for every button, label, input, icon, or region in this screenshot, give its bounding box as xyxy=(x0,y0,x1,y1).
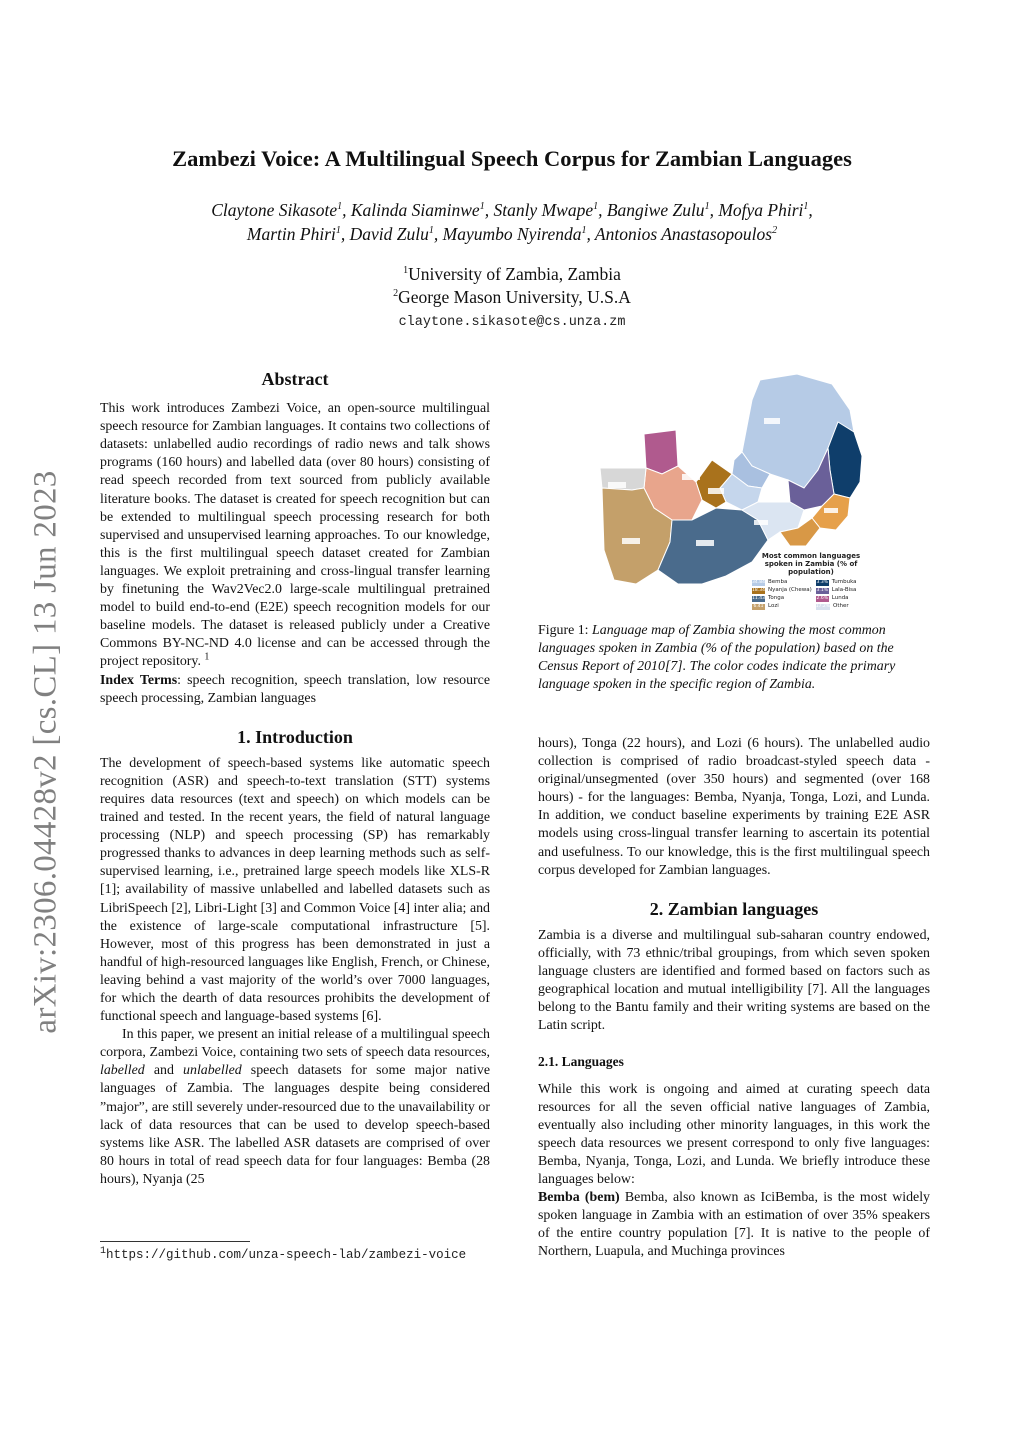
abstract-heading: Abstract xyxy=(261,369,329,389)
legend-grid xyxy=(752,579,870,610)
author: Kalinda Siaminwe$^1$, xyxy=(350,200,494,220)
affiliation: $^1$University of Zambia, Zambia xyxy=(403,264,621,284)
legend-swatch: 11.43 xyxy=(752,595,765,601)
map-label-box xyxy=(708,488,724,494)
section-heading-zambian-languages: 2. Zambian languages xyxy=(649,898,819,919)
legend-swatch: 2.6% xyxy=(816,595,828,601)
legend-swatch: 3.3% xyxy=(816,579,828,585)
map-label-box xyxy=(824,508,838,513)
legend-swatch: 3.1% xyxy=(816,587,828,593)
map-label-box xyxy=(696,540,714,546)
bemba-label: Bemba (bem) xyxy=(538,1190,620,1206)
author-list xyxy=(80,198,944,246)
map-region-lunda xyxy=(644,430,678,474)
caption-text: Language map of Zambia showing the most common languages spoken in Zambia (% of the population) based on the Census Report of 2010[7]. The color codes indicate the primary language spoken in the specific region of Zambia. xyxy=(538,623,896,693)
legend-swatch: 34.84 xyxy=(752,579,765,585)
author: David Zulu$^1$, xyxy=(349,224,443,244)
author: Martin Phiri$^1$, xyxy=(246,224,350,244)
legend-label: Lozi xyxy=(768,603,779,609)
map-label-box xyxy=(608,482,626,488)
author: Antonios Anastasopoulos$^2$ xyxy=(594,224,778,244)
map-legend xyxy=(752,552,870,609)
intro-paragraph-2-continued: hours), Tonga (22 hours), and Lozi (6 hours). The unlabelled audio collection is comprised of radio broadcast-styled speech data - original/unsegmented (over 350 hours) and segmented (over 168 hours) - for the languages: Bemba, Nyanja, Tonga, Lozi, and Lunda. In addition, we conduct baseline experiments by training E2E ASR models using cross-lingual transfer learning to ascertain its potential and usefulness. To our knowledge, this is the first multilingual speech corpus developed for Zambian languages. xyxy=(538,736,930,878)
legend-label: Tumbuka xyxy=(831,579,857,585)
contact-email: claytone.sikasote@cs.unza.zm xyxy=(398,315,626,330)
legend-entry xyxy=(752,579,812,586)
bemba-paragraph: Bemba (bem) Bemba, also known as IciBemba, is the most widely spoken language in Zambia with an estimation of over 35% speakers of the entire country population [7]. It is native to the people of Northern, Luapula, and Muchinga provinces xyxy=(538,1190,930,1260)
right-column xyxy=(538,735,930,1261)
legend-label: Lunda xyxy=(831,595,849,601)
affiliation: $^2$George Mason University, U.S.A xyxy=(393,287,631,307)
legend-label: Bemba xyxy=(768,579,788,585)
section-heading-introduction: 1. Introduction xyxy=(237,726,353,747)
footnote-link[interactable]: https://github.com/unza-speech-lab/zambezi-voice xyxy=(106,1248,467,1262)
footnote-rule xyxy=(100,1241,250,1242)
legend-entry xyxy=(816,579,870,586)
caption-label: Figure 1: xyxy=(538,623,593,638)
legend-label: Other xyxy=(833,603,849,609)
abstract-text: This work introduces Zambezi Voice, an open-source multilingual speech resource for Zambian languages. It contains two collections of datasets: unlabelled audio recordings of radio news and talk shows programs (160 hours) and labelled data (over 80 hours) consisting of read speech recorded from text sourced from publicly available literature books. The dataset is created for speech recognition but can be extended to multilingual speech processing research for both supervised and unsupervised learning approaches. To our knowledge, this is the first multilingual speech dataset created for Zambian languages. We exploit pretraining and cross-lingual transfer learning by finetuning the Wav2Vec2.0 large-scale multilingual pretrained model to build end-to-end (E2E) speech recognition models for our baseline models. The dataset is released publicly under a Creative Commons BY-NC-ND 4.0 license and can be accessed through the project repository. $^1$ xyxy=(100,401,490,670)
legend-swatch: 17.2% xyxy=(815,603,831,609)
map-label-box xyxy=(754,520,768,525)
footnote-ref: 1 xyxy=(204,651,210,663)
legend-entry xyxy=(752,603,812,610)
figure-caption xyxy=(538,622,930,694)
map-label-box xyxy=(764,418,780,424)
intro-paragraph-2: In this paper, we present an initial release of a multilingual speech corpora, Zambezi Voice, containing two sets of speech data resources, labelled and unlabelled speech datasets for some major native languages of Zambia. The languages despite being considered ”major”, are still severely under-resourced due to the unavailability or lack of data resources that can be used to develop speech-based systems like ASR. The labelled ASR datasets are comprised of over 80 hours in total of read speech data for four languages: Bemba (28 hours), Nyanja (25 xyxy=(100,1027,490,1187)
author: Bangiwe Zulu$^1$, xyxy=(606,200,719,220)
arxiv-identifier: arXiv:2306.04428v2 [cs.CL] 13 Jun 2023 xyxy=(27,470,64,1034)
languages-paragraph: While this work is ongoing and aimed at curating speech data resources for all the seven official native languages of Zambia, eventually also including other minority languages, in this work the speech data resources we present correspond to only five languages: Bemba, Nyanja, Tonga, Lozi, and Lunda. We briefly introduce these languages below: xyxy=(538,1081,930,1187)
legend-title: Most common languages spoken in Zambia (% of population) xyxy=(761,552,861,576)
arxiv-sidebar xyxy=(0,0,92,1448)
legend-label: Lala-Bisa xyxy=(831,587,857,593)
footnote: $^1$https://github.com/unza-speech-lab/zambezi-voice xyxy=(100,1245,467,1262)
legend-entry xyxy=(816,603,870,610)
zambian-paragraph-1: Zambia is a diverse and multilingual sub-saharan country endowed, officially, with 73 ethnic/tribal groupings, from which seven spoken language clusters are identified and formed based on factors such as geographical location and mutual intelligibility [7]. All the languages belong to the Bantu family and their writing systems are based on the Latin script. xyxy=(538,927,930,1034)
legend-entry xyxy=(816,587,870,594)
author: Claytone Sikasote$^1$, xyxy=(211,200,351,220)
legend-entry xyxy=(816,595,870,602)
legend-entry xyxy=(752,595,812,602)
author: Mofya Phiri$^1$, xyxy=(718,200,813,220)
legend-swatch: 6.41 xyxy=(753,603,764,609)
legend-label: Tonga xyxy=(768,595,785,601)
map-label-box xyxy=(682,474,700,480)
legend-entry xyxy=(752,587,812,594)
index-terms: Index Terms: speech recognition, speech translation, low resource speech processing, Zambian languages xyxy=(100,672,490,706)
legend-swatch: 18.34 xyxy=(752,587,765,593)
paper-title: Zambezi Voice: A Multilingual Speech Corpus for Zambian Languages xyxy=(172,146,852,171)
legend-label: Nyanja (Chewa) xyxy=(768,587,812,593)
map-label-box xyxy=(622,538,640,544)
left-column xyxy=(100,370,490,1189)
subsection-heading-languages: 2.1. Languages xyxy=(538,1054,624,1070)
affiliations xyxy=(80,263,944,309)
intro-paragraph-1: The development of speech-based systems like automatic speech recognition (ASR) and speech-to-text translation (STT) systems requires data resources (text and speech) on which models can be trained and tested. In the recent years, the field of natural language processing (NLP) and speech processing (SP) has remarkably progressed thanks to advances in deep learning methods such as self-supervised learning, i.e., pretrained large speech models like XLS-R [1]; availability of massive unlabelled and labelled datasets such as LibriSpeech [2], Libri-Light [3] and Common Voice [4] inter alia; and the existence of large-scale computational infrastructure [5]. However, most of this progress has been demonstrated in just a handful of high-resourced languages like English, French, or Chinese, leaving behind a vast majority of the world’s over 7000 languages, for which the dearth of data resources prohibits the development of functional speech and language-based systems [6]. xyxy=(100,755,490,1025)
author: Stanly Mwape$^1$, xyxy=(493,200,607,220)
author: Mayumbo Nyirenda$^1$, xyxy=(442,224,595,244)
